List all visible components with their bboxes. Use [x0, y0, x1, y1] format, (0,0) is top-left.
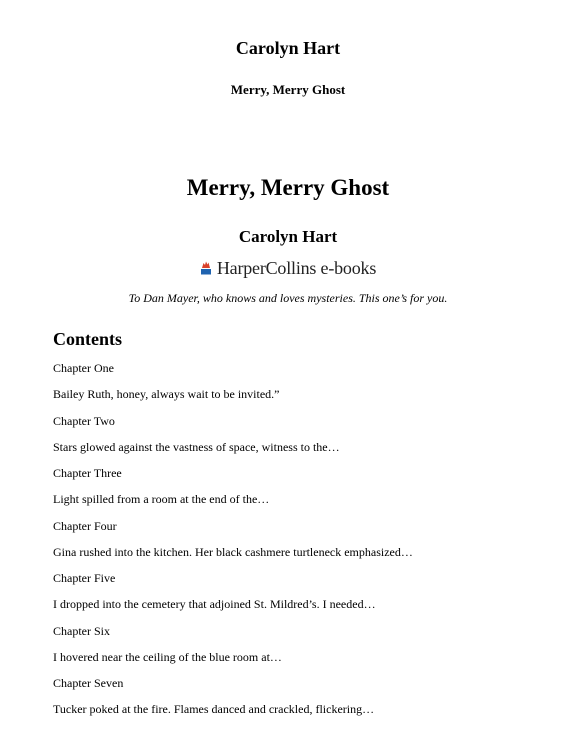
- toc-entry[interactable]: Stars glowed against the vastness of space, witness to the…: [53, 439, 340, 454]
- header-title: Merry, Merry Ghost: [230, 82, 346, 97]
- harpercollins-logo-icon: [200, 261, 212, 275]
- toc-entry[interactable]: Chapter Six: [53, 623, 110, 638]
- toc-entry[interactable]: Chapter One: [53, 361, 114, 375]
- dedication: To Dan Mayer, who knows and loves mysteries. This one’s for you.: [128, 291, 448, 305]
- toc-entry[interactable]: I hovered near the ceiling of the blue room at…: [53, 649, 282, 664]
- toc-entry[interactable]: Chapter Four: [53, 518, 117, 533]
- toc-entry[interactable]: Chapter Two: [53, 413, 115, 428]
- table-of-contents: [53, 360, 533, 728]
- book-title: Merry, Merry Ghost: [186, 175, 390, 200]
- contents-heading: Contents: [53, 329, 123, 349]
- toc-entry[interactable]: Chapter Five: [53, 571, 116, 585]
- toc-entry[interactable]: Light spilled from a room at the end of the…: [53, 492, 270, 507]
- toc-entry[interactable]: Tucker poked at the fire. Flames danced and crackled, flickering…: [53, 702, 375, 717]
- toc-entry[interactable]: I dropped into the cemetery that adjoined St. Mildred’s. I needed…: [53, 597, 376, 612]
- publisher-imprint: [0, 256, 576, 280]
- toc-entry[interactable]: Chapter Three: [53, 466, 122, 480]
- publisher-name: HarperCollins e-books: [216, 258, 377, 278]
- header-author: Carolyn Hart: [235, 38, 341, 58]
- toc-entry[interactable]: Gina rushed into the kitchen. Her black cashmere turtleneck emphasized…: [53, 544, 413, 559]
- toc-entry[interactable]: Bailey Ruth, honey, always wait to be invited.”: [53, 387, 280, 402]
- book-author: Carolyn Hart: [238, 227, 338, 246]
- toc-entry[interactable]: Chapter Seven: [53, 676, 124, 690]
